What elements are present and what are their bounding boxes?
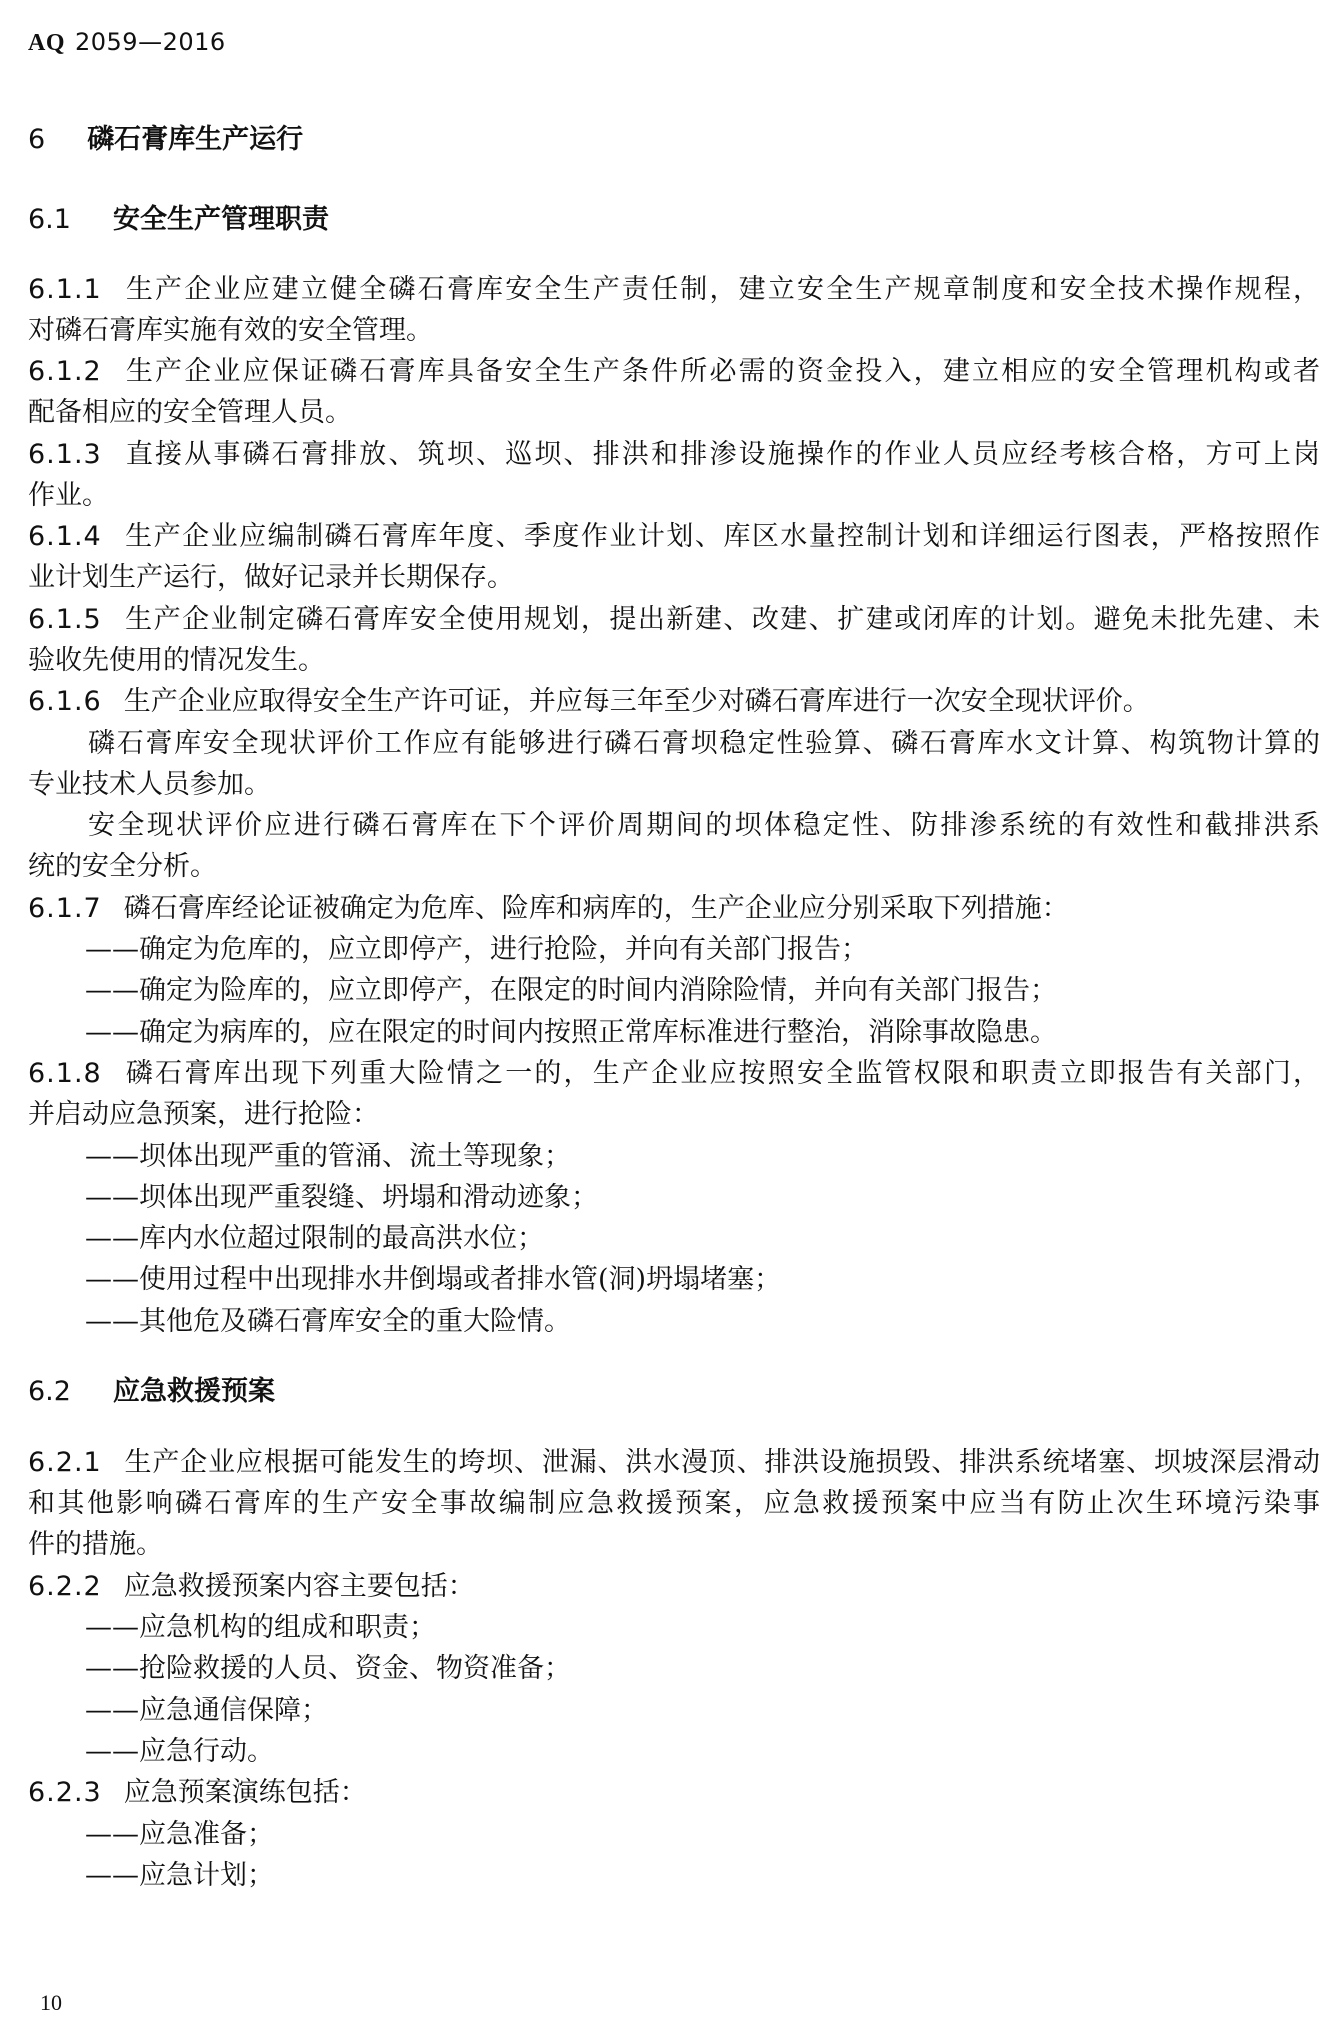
list-item-text: ——其他危及磷石膏库安全的重大险情。 [85,1306,571,1337]
paragraph-line [28,476,1320,516]
list-item-text: ——库内水位超过限制的最高洪水位； [85,1223,544,1254]
list-item-text: ——确定为病库的，应在限定的时间内按照正常库标准进行整治，消除事故隐患。 [85,1017,1057,1048]
paragraph-text: 配备相应的安全管理人员。 [28,397,352,428]
list-item [85,971,1320,1011]
list-item [85,1013,1320,1053]
clause-line [28,270,1320,310]
paragraph-text: 磷石膏库安全现状评价工作应有能够进行磷石膏坝稳定性验算、磷石膏库水文计算、构筑物计算的 [88,728,1320,759]
standard-number: 2059—2016 [75,28,226,56]
paragraph-line [28,641,1320,681]
paragraph-line [28,558,1320,598]
list-item [85,1691,1320,1731]
paragraph-text: 验收先使用的情况发生。 [28,645,325,676]
section-number: 6.1 [28,204,71,235]
clause-line [28,1773,1320,1813]
section-title: 磷石膏库生产运行 [87,124,304,155]
paragraph-line [28,1095,1320,1135]
paragraph-text: 统的安全分析。 [28,851,217,882]
paragraph-text: 并启动应急预案，进行抢险： [28,1099,379,1130]
paragraph-line [88,724,1320,764]
list-item [85,1856,1320,1896]
section-heading [28,1372,1320,1412]
paragraph-text: 对磷石膏库实施有效的安全管理。 [28,315,433,346]
clause-text: 应急救援预案内容主要包括： [123,1571,475,1602]
clause-number: 6.2.3 [28,1777,102,1808]
clause-line [28,889,1320,929]
clause-text: 直接从事磷石膏排放、筑坝、巡坝、排洪和排渗设施操作的作业人员应经考核合格，方可上岗 [123,439,1320,470]
list-item-text: ——确定为危库的，应立即停产，进行抢险，并向有关部门报告； [85,934,868,965]
list-item-text: ——应急机构的组成和职责； [85,1612,436,1643]
paragraph-text: 和其他影响磷石膏库的生产安全事故编制应急救援预案，应急救援预案中应当有防止次生环境污染事 [28,1488,1320,1519]
list-item-text: ——坝体出现严重的管涌、流土等现象； [85,1141,571,1172]
section-number: 6.2 [28,1376,71,1407]
clause-number: 6.1.7 [28,893,102,924]
list-item [85,1137,1320,1177]
list-item-text: ——应急通信保障； [85,1695,328,1726]
list-item-text: ——应急准备； [85,1819,274,1850]
list-item [85,930,1320,970]
list-item [85,1260,1320,1300]
paragraph-line [28,765,1320,805]
paragraph-line [28,393,1320,433]
clause-text: 应急预案演练包括： [123,1777,367,1808]
paragraph-line [28,1525,1320,1565]
clause-line [28,1443,1320,1483]
paragraph-line [88,806,1320,846]
paragraph-text: 专业技术人员参加。 [28,769,271,800]
list-item-text: ——坝体出现严重裂缝、坍塌和滑动迹象； [85,1182,598,1213]
clause-line [28,517,1320,557]
clause-text: 生产企业应建立健全磷石膏库安全生产责任制，建立安全生产规章制度和安全技术操作规程， [123,274,1320,305]
clause-number: 6.1.5 [28,604,102,635]
section-number: 6 [28,124,46,155]
section-heading [28,200,1320,240]
clause-line [28,1054,1320,1094]
paragraph-line [28,1484,1320,1524]
list-item-text: ——确定为险库的，应立即停产，在限定的时间内消除险情，并向有关部门报告； [85,975,1057,1006]
paragraph-text: 安全现状评价应进行磷石膏库在下个评价周期间的坝体稳定性、防排渗系统的有效性和截排洪系 [88,810,1320,841]
clause-text: 生产企业制定磷石膏库安全使用规划，提出新建、改建、扩建或闭库的计划。避免未批先建、未 [123,604,1320,635]
clause-number: 6.2.1 [28,1447,102,1478]
paragraph-text: 业计划生产运行，做好记录并长期保存。 [28,562,514,593]
section-heading [28,120,1320,160]
clause-text: 生产企业应编制磷石膏库年度、季度作业计划、库区水量控制计划和详细运行图表，严格按照作 [123,521,1320,552]
clause-line [28,352,1320,392]
section-title: 应急救援预案 [112,1376,275,1407]
clause-line [28,1567,1320,1607]
clause-text: 磷石膏库经论证被确定为危库、险库和病库的，生产企业应分别采取下列措施： [123,893,1069,924]
clause-number: 6.1.2 [28,356,102,387]
section-title: 安全生产管理职责 [112,204,329,235]
clause-number: 6.1.6 [28,686,102,717]
clause-text: 磷石膏库出现下列重大险情之一的，生产企业应按照安全监管权限和职责立即报告有关部门， [123,1058,1320,1089]
paragraph-line [28,311,1320,351]
clause-line [28,600,1320,640]
paragraph-line [28,847,1320,887]
paragraph-text: 作业。 [28,480,109,511]
list-item-text: ——应急计划； [85,1860,274,1891]
list-item-text: ——使用过程中出现排水井倒塌或者排水管(洞)坍塌堵塞； [85,1264,782,1295]
clause-number: 6.1.8 [28,1058,102,1089]
list-item [85,1732,1320,1772]
list-item [85,1219,1320,1259]
list-item-text: ——应急行动。 [85,1736,274,1767]
standard-code: AQ [28,30,65,56]
list-item-text: ——抢险救援的人员、资金、物资准备； [85,1653,571,1684]
list-item [85,1302,1320,1342]
list-item [85,1815,1320,1855]
clause-number: 6.1.3 [28,439,102,470]
list-item [85,1178,1320,1218]
clause-text: 生产企业应取得安全生产许可证，并应每三年至少对磷石膏库进行一次安全现状评价。 [123,686,1150,717]
list-item [85,1649,1320,1689]
clause-text: 生产企业应保证磷石膏库具备安全生产条件所必需的资金投入，建立相应的安全管理机构或者 [123,356,1320,387]
clause-text: 生产企业应根据可能发生的垮坝、泄漏、洪水漫顶、排洪设施损毁、排洪系统堵塞、坝坡深层滑动 [123,1447,1320,1478]
clause-number: 6.1.1 [28,274,102,305]
clause-line [28,682,1320,722]
document-header [28,28,226,57]
clause-number: 6.1.4 [28,521,102,552]
page-number: 10 [40,1990,62,2015]
clause-number: 6.2.2 [28,1571,102,1602]
paragraph-text: 件的措施。 [28,1529,163,1560]
list-item [85,1608,1320,1648]
clause-line [28,435,1320,475]
